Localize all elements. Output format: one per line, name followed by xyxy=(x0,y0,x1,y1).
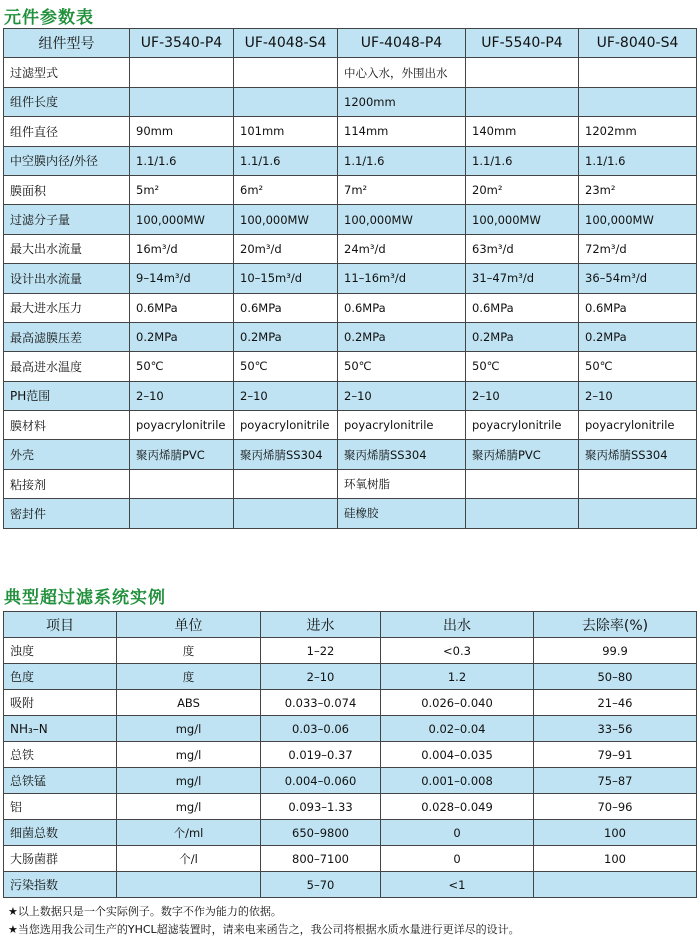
table-row xyxy=(4,794,697,820)
table-row xyxy=(4,716,697,742)
header-cell: UF-4048-P4 xyxy=(338,29,466,58)
table-cell: 20m² xyxy=(466,175,579,204)
table-cell: 聚丙烯腈SS304 xyxy=(579,440,697,469)
table-row xyxy=(4,87,697,116)
table-cell: mg/l xyxy=(117,768,261,794)
table-cell: 79–91 xyxy=(534,742,697,768)
table-row xyxy=(4,499,697,528)
table-cell: 1.1/1.6 xyxy=(234,146,338,175)
table-cell: 100,000MW xyxy=(466,205,579,234)
table-row xyxy=(4,293,697,322)
row-label: NH₃–N xyxy=(4,716,117,742)
table-cell: 0.2MPa xyxy=(466,322,579,351)
table-cell: 70–96 xyxy=(534,794,697,820)
table-cell: 1.2 xyxy=(381,664,534,690)
row-label: 污染指数 xyxy=(4,872,117,898)
table-cell: 聚丙烯腈SS304 xyxy=(234,440,338,469)
table-cell: 0.004–0.035 xyxy=(381,742,534,768)
table-cell: 63m³/d xyxy=(466,234,579,263)
table-row xyxy=(4,117,697,146)
table-cell: 环氧树脂 xyxy=(338,469,466,498)
table-cell: 聚丙烯腈SS304 xyxy=(338,440,466,469)
table-cell: mg/l xyxy=(117,742,261,768)
table-cell: <1 xyxy=(381,872,534,898)
table-cell: 140mm xyxy=(466,117,579,146)
table-row xyxy=(4,381,697,410)
table-cell: 800–7100 xyxy=(261,846,381,872)
table-row xyxy=(4,664,697,690)
row-label: 密封件 xyxy=(4,499,130,528)
table-cell: 0.03–0.06 xyxy=(261,716,381,742)
row-label: PH范围 xyxy=(4,381,130,410)
table-cell: 100 xyxy=(534,820,697,846)
table-cell: 0.2MPa xyxy=(338,322,466,351)
table-cell: 99.9 xyxy=(534,638,697,664)
table-cell: 聚丙烯腈PVC xyxy=(466,440,579,469)
table-cell: poyacrylonitrile xyxy=(466,411,579,440)
table-row xyxy=(4,146,697,175)
header-cell: 去除率(%) xyxy=(534,612,697,638)
table-cell: 24m³/d xyxy=(338,234,466,263)
table-cell: 0 xyxy=(381,820,534,846)
table-row xyxy=(4,820,697,846)
table-cell: 1–22 xyxy=(261,638,381,664)
table-cell: 2–10 xyxy=(579,381,697,410)
row-label: 中空膜内径/外径 xyxy=(4,146,130,175)
table-cell: 1.1/1.6 xyxy=(466,146,579,175)
system-example-table xyxy=(3,611,697,898)
table-cell xyxy=(234,58,338,87)
header-cell: 单位 xyxy=(117,612,261,638)
table-row xyxy=(4,440,697,469)
table-row xyxy=(4,768,697,794)
row-label: 膜面积 xyxy=(4,175,130,204)
table-cell: 21–46 xyxy=(534,690,697,716)
table-cell xyxy=(466,469,579,498)
table-cell: 聚丙烯腈PVC xyxy=(130,440,234,469)
table-cell: 11–16m³/d xyxy=(338,264,466,293)
table-cell xyxy=(579,499,697,528)
table-cell: 50–80 xyxy=(534,664,697,690)
element-params-table xyxy=(3,28,697,529)
table-header-row xyxy=(4,29,697,58)
row-label: 总铁 xyxy=(4,742,117,768)
footnote-1: ★以上数据只是一个实际例子。数字不作为能力的依据。 xyxy=(8,905,282,918)
table-cell: 10–15m³/d xyxy=(234,264,338,293)
row-label: 过滤分子量 xyxy=(4,205,130,234)
table-cell: 75–87 xyxy=(534,768,697,794)
table-row xyxy=(4,322,697,351)
table-cell: 1.1/1.6 xyxy=(338,146,466,175)
table-cell: 中心入水，外围出水 xyxy=(338,58,466,87)
table-cell xyxy=(466,58,579,87)
table-cell xyxy=(130,499,234,528)
table-cell xyxy=(579,87,697,116)
table-cell: 100,000MW xyxy=(130,205,234,234)
table-cell: 0.2MPa xyxy=(130,322,234,351)
table-row xyxy=(4,264,697,293)
table-cell: 0.001–0.008 xyxy=(381,768,534,794)
table-cell xyxy=(130,87,234,116)
table-cell: 硅橡胶 xyxy=(338,499,466,528)
row-label: 最大进水压力 xyxy=(4,293,130,322)
table-cell: 2–10 xyxy=(261,664,381,690)
table-cell: 个/l xyxy=(117,846,261,872)
table-row xyxy=(4,846,697,872)
table-row xyxy=(4,690,697,716)
table-cell: 0.6MPa xyxy=(466,293,579,322)
table-cell: 101mm xyxy=(234,117,338,146)
table-cell: 20m³/d xyxy=(234,234,338,263)
table-cell: 16m³/d xyxy=(130,234,234,263)
table-cell: poyacrylonitrile xyxy=(579,411,697,440)
table-cell: 1.1/1.6 xyxy=(579,146,697,175)
table-cell: 1200mm xyxy=(338,87,466,116)
table-cell: 36–54m³/d xyxy=(579,264,697,293)
table-row xyxy=(4,58,697,87)
table-cell: 6m² xyxy=(234,175,338,204)
table-cell: 0.033–0.074 xyxy=(261,690,381,716)
footnote-2: ★当您选用我公司生产的YHCL超滤装置时，请来电来函告之，我公司将根据水质水量进行更详尽的设计。 xyxy=(8,923,520,936)
table-cell: 100,000MW xyxy=(579,205,697,234)
table-row xyxy=(4,352,697,381)
table-cell: 50℃ xyxy=(234,352,338,381)
header-cell: UF-5540-P4 xyxy=(466,29,579,58)
table-cell: 2–10 xyxy=(130,381,234,410)
table-row xyxy=(4,205,697,234)
table-cell xyxy=(534,872,697,898)
table-cell: 9–14m³/d xyxy=(130,264,234,293)
table-cell: poyacrylonitrile xyxy=(234,411,338,440)
table-cell xyxy=(466,87,579,116)
row-label: 外壳 xyxy=(4,440,130,469)
table-cell: 50℃ xyxy=(338,352,466,381)
table-cell xyxy=(117,872,261,898)
table-cell: ABS xyxy=(117,690,261,716)
row-label: 铝 xyxy=(4,794,117,820)
table-row xyxy=(4,742,697,768)
table-cell: 1.1/1.6 xyxy=(130,146,234,175)
table-cell: 31–47m³/d xyxy=(466,264,579,293)
table-cell: 2–10 xyxy=(338,381,466,410)
table-cell: 0.026–0.040 xyxy=(381,690,534,716)
table-cell: 114mm xyxy=(338,117,466,146)
table-cell xyxy=(466,499,579,528)
table-cell: 2–10 xyxy=(466,381,579,410)
table-row xyxy=(4,411,697,440)
row-label: 最高进水温度 xyxy=(4,352,130,381)
header-cell: 进水 xyxy=(261,612,381,638)
table-cell xyxy=(579,58,697,87)
row-label: 最高滤膜压差 xyxy=(4,322,130,351)
table-row xyxy=(4,234,697,263)
header-cell: 项目 xyxy=(4,612,117,638)
table-cell: 0.019–0.37 xyxy=(261,742,381,768)
table-cell: 0.2MPa xyxy=(579,322,697,351)
table-cell: 7m² xyxy=(338,175,466,204)
table-cell xyxy=(234,469,338,498)
table-cell: 50℃ xyxy=(130,352,234,381)
table-cell: poyacrylonitrile xyxy=(130,411,234,440)
row-label: 设计出水流量 xyxy=(4,264,130,293)
table-cell: 度 xyxy=(117,638,261,664)
row-label: 吸附 xyxy=(4,690,117,716)
header-cell: UF-8040-S4 xyxy=(579,29,697,58)
table-cell: 0.6MPa xyxy=(338,293,466,322)
table-cell: <0.3 xyxy=(381,638,534,664)
header-cell: 组件型号 xyxy=(4,29,130,58)
table-cell: 5m² xyxy=(130,175,234,204)
row-label: 色度 xyxy=(4,664,117,690)
table-cell: 度 xyxy=(117,664,261,690)
header-cell: UF-4048-S4 xyxy=(234,29,338,58)
row-label: 过滤型式 xyxy=(4,58,130,87)
header-cell: UF-3540-P4 xyxy=(130,29,234,58)
table-cell: 5–70 xyxy=(261,872,381,898)
table-cell: 0.028–0.049 xyxy=(381,794,534,820)
table-header-row xyxy=(4,612,697,638)
table-cell xyxy=(579,469,697,498)
section1-title: 元件参数表 xyxy=(4,8,94,28)
row-label: 大肠菌群 xyxy=(4,846,117,872)
table-row xyxy=(4,872,697,898)
table-cell: poyacrylonitrile xyxy=(338,411,466,440)
table-cell: 50℃ xyxy=(579,352,697,381)
table-cell xyxy=(234,87,338,116)
table-row xyxy=(4,469,697,498)
table-cell: 0.093–1.33 xyxy=(261,794,381,820)
row-label: 粘接剂 xyxy=(4,469,130,498)
table-cell: 个/ml xyxy=(117,820,261,846)
table-cell xyxy=(130,58,234,87)
table-row xyxy=(4,175,697,204)
table-cell: 100,000MW xyxy=(338,205,466,234)
table-cell: 100,000MW xyxy=(234,205,338,234)
header-cell: 出水 xyxy=(381,612,534,638)
table-cell: 33–56 xyxy=(534,716,697,742)
row-label: 总铁锰 xyxy=(4,768,117,794)
row-label: 组件直径 xyxy=(4,117,130,146)
table-row xyxy=(4,638,697,664)
row-label: 浊度 xyxy=(4,638,117,664)
row-label: 组件长度 xyxy=(4,87,130,116)
table-cell: 0.6MPa xyxy=(234,293,338,322)
table-cell: mg/l xyxy=(117,716,261,742)
row-label: 膜材料 xyxy=(4,411,130,440)
table-cell: 90mm xyxy=(130,117,234,146)
table-cell: mg/l xyxy=(117,794,261,820)
table-cell: 1202mm xyxy=(579,117,697,146)
table-cell xyxy=(130,469,234,498)
table-cell: 0 xyxy=(381,846,534,872)
table-cell: 23m² xyxy=(579,175,697,204)
table-cell: 650–9800 xyxy=(261,820,381,846)
table-cell: 50℃ xyxy=(466,352,579,381)
table-cell: 72m³/d xyxy=(579,234,697,263)
section2-title: 典型超过滤系统实例 xyxy=(4,588,166,608)
table-cell: 2–10 xyxy=(234,381,338,410)
table-cell: 100 xyxy=(534,846,697,872)
row-label: 最大出水流量 xyxy=(4,234,130,263)
row-label: 细菌总数 xyxy=(4,820,117,846)
table-cell: 0.2MPa xyxy=(234,322,338,351)
table-cell: 0.004–0.060 xyxy=(261,768,381,794)
table-cell xyxy=(234,499,338,528)
table-cell: 0.02–0.04 xyxy=(381,716,534,742)
table-cell: 0.6MPa xyxy=(130,293,234,322)
table-cell: 0.6MPa xyxy=(579,293,697,322)
